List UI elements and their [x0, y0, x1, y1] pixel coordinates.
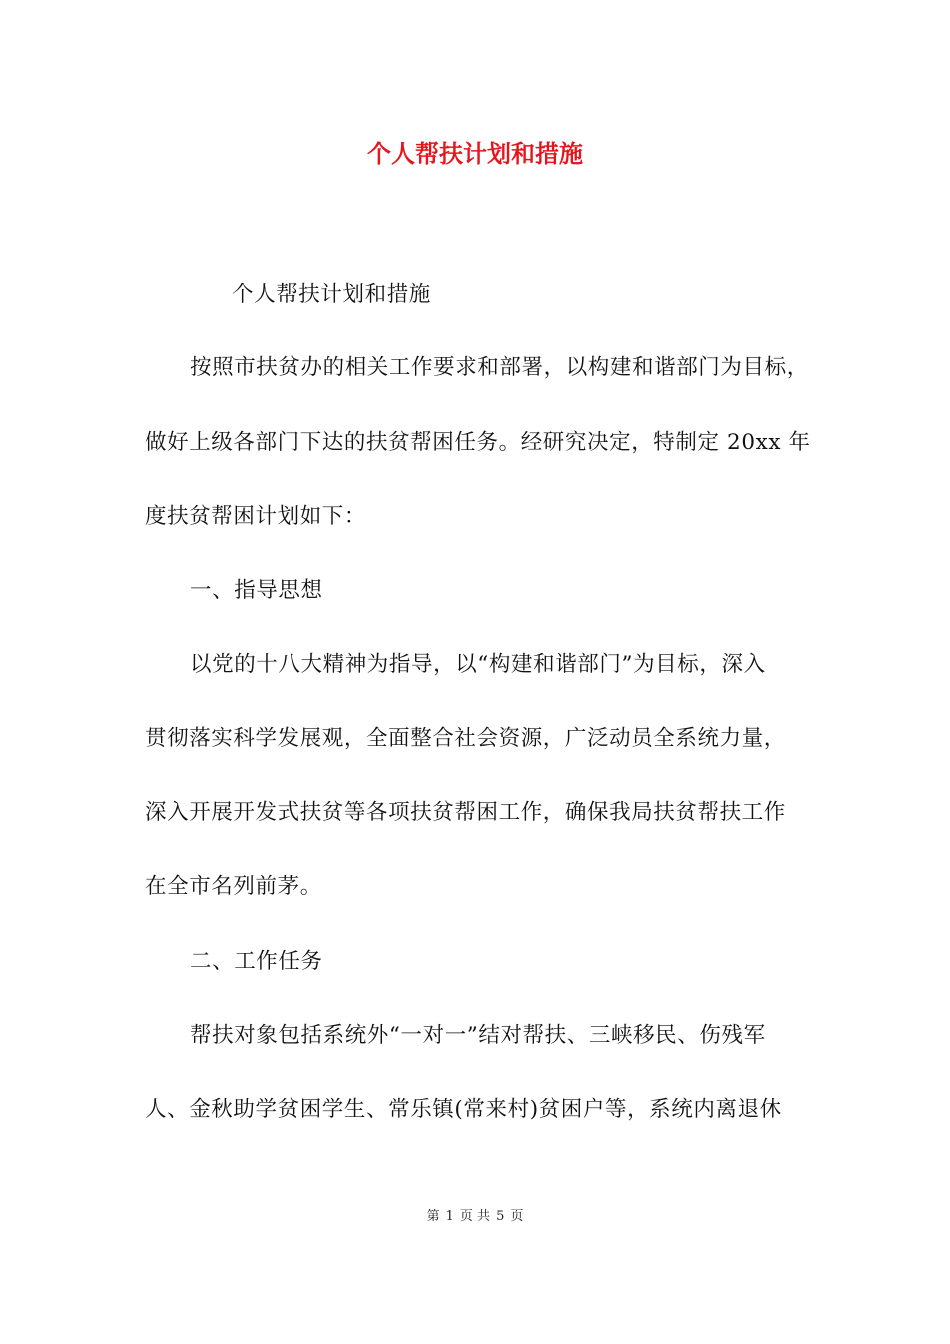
footer-middle: 页 共 [459, 1209, 491, 1224]
paragraph-line: 贯彻落实科学发展观，全面整合社会资源，广泛动员全系统力量， [145, 726, 786, 751]
paragraph-line: 帮扶对象包括系统外“一对一”结对帮扶、三峡移民、伤残军 [190, 1023, 766, 1048]
paragraph-line: 以党的十八大精神为指导，以“构建和谐部门”为目标，深入 [190, 652, 766, 677]
section-heading-1: 一、指导思想 [190, 578, 323, 603]
paragraph-line: 按照市扶贫办的相关工作要求和部署，以构建和谐部门为目标， [190, 355, 809, 380]
footer-prefix: 第 [426, 1209, 440, 1224]
body-subtitle: 个人帮扶计划和措施 [232, 282, 431, 307]
page-footer [0, 1207, 950, 1227]
document-title: 个人帮扶计划和措施 [367, 139, 583, 168]
paragraph-line: 做好上级各部门下达的扶贫帮困任务。经研究决定，特制定 20xx 年 [145, 430, 811, 455]
paragraph-line: 度扶贫帮困计划如下： [145, 504, 367, 529]
section-heading-2: 二、工作任务 [190, 949, 323, 974]
footer-current-page: 1 [445, 1209, 454, 1224]
footer-suffix: 页 [510, 1209, 524, 1224]
paragraph-line: 在全市名列前茅。 [145, 874, 322, 899]
paragraph-line: 深入开展开发式扶贫等各项扶贫帮困工作，确保我局扶贫帮扶工作 [145, 800, 786, 825]
footer-total-pages: 5 [496, 1209, 505, 1224]
paragraph-line: 人、金秋助学贫困学生、常乐镇(常来村)贫困户等，系统内离退休 [145, 1097, 782, 1122]
